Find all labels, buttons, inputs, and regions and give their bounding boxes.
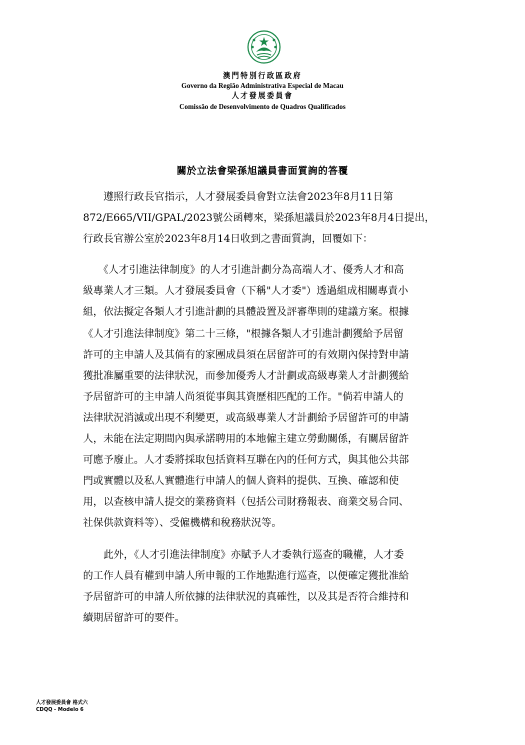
form-code-pt: CDQQ - Modelo 6 (36, 707, 84, 713)
text-line: 《人才引進法律制度》的人才引進計劃分為高端人才、優秀人才和高 (83, 265, 404, 277)
text-line: 《人才引進法律制度》第二十三條，"根據各類人才引進計劃獲給予居留 (83, 328, 404, 340)
text-line: 的工作人員有權到申請人所申報的工作地點進行巡查，以便確定獲批准給 (83, 570, 409, 582)
text-line: 予居留許可的申請人所依據的法律狀況的真確性，以及其是否符合維持和 (83, 591, 409, 603)
text-line: 門或實體以及私人實體進行申請人的個人資料的提供、互換、確認和使 (83, 476, 399, 488)
document-body (83, 187, 455, 639)
form-code-zh: 人才發展委員會 格式六 (36, 700, 88, 706)
document-title: 關於立法會梁孫旭議員書面質詢的答覆 (176, 166, 349, 177)
text-line: 續期居留許可的要件。 (83, 612, 185, 624)
paragraph (83, 187, 455, 250)
text-line: 予居留許可的主申請人尚須從事與其資歷相匹配的工作。"倘若申請人的 (83, 391, 404, 403)
letterhead (0, 71, 525, 112)
text-line: 社保供款資料等）、受僱機構和稅務狀況等。 (83, 518, 282, 530)
text-line: 許可的主申請人及其倘有的家團成員須在居留許可的有效期內保持對申請 (83, 349, 409, 361)
text-line: 此外，《人才引進法律制度》亦賦予人才委執行巡查的職權，人才委 (83, 549, 404, 561)
text-line: 872/E665/VII/GPAL/2023號公函轉來，梁孫旭議員於2023年8月4日提出， (83, 213, 435, 225)
paragraph (83, 260, 455, 534)
text-line: 人，未能在法定期間內與承諾聘用的本地僱主建立勞動關係，有關居留許 (83, 434, 409, 446)
text-line: 級專業人才三類。人才發展委員會（下稱"人才委"）透過組成相關專責小 (83, 286, 409, 298)
text-line: 獲批准屬重要的法律狀況，而參加優秀人才計劃或高級專業人才計劃獲給 (83, 370, 409, 382)
text-line: 遵照行政長官指示，人才發展委員會對立法會2023年8月11日第 (83, 192, 394, 203)
text-line: 組，依法擬定各類人才引進計劃的具體設置及評審準則的建議方案。根據 (83, 307, 409, 319)
government-name-pt: Governo da Região Administrativa Especial de Macau (181, 82, 344, 91)
department-name-zh: 人才發展委員會 (231, 91, 294, 101)
macau-emblem-icon (247, 30, 281, 64)
department-name-pt: Comissão de Desenvolvimento de Quadros Qualificados (179, 102, 346, 111)
text-line: 法律狀況消滅或出現不利變更，或高級專業人才計劃給予居留許可的申請 (83, 412, 409, 424)
text-line: 可應予廢止。人才委將採取包括資料互聯在內的任何方式，與其他公共部 (83, 455, 409, 467)
government-name-zh: 澳門特別行政區政府 (222, 71, 303, 80)
form-footer (36, 700, 88, 714)
paragraph (83, 545, 455, 629)
text-line: 行政長官辦公室於2023年8月14日收到之書面質詢，回覆如下： (83, 234, 373, 246)
text-line: 用，以查核申請人提交的業務資料（包括公司財務報表、商業交易合同、 (83, 497, 409, 509)
